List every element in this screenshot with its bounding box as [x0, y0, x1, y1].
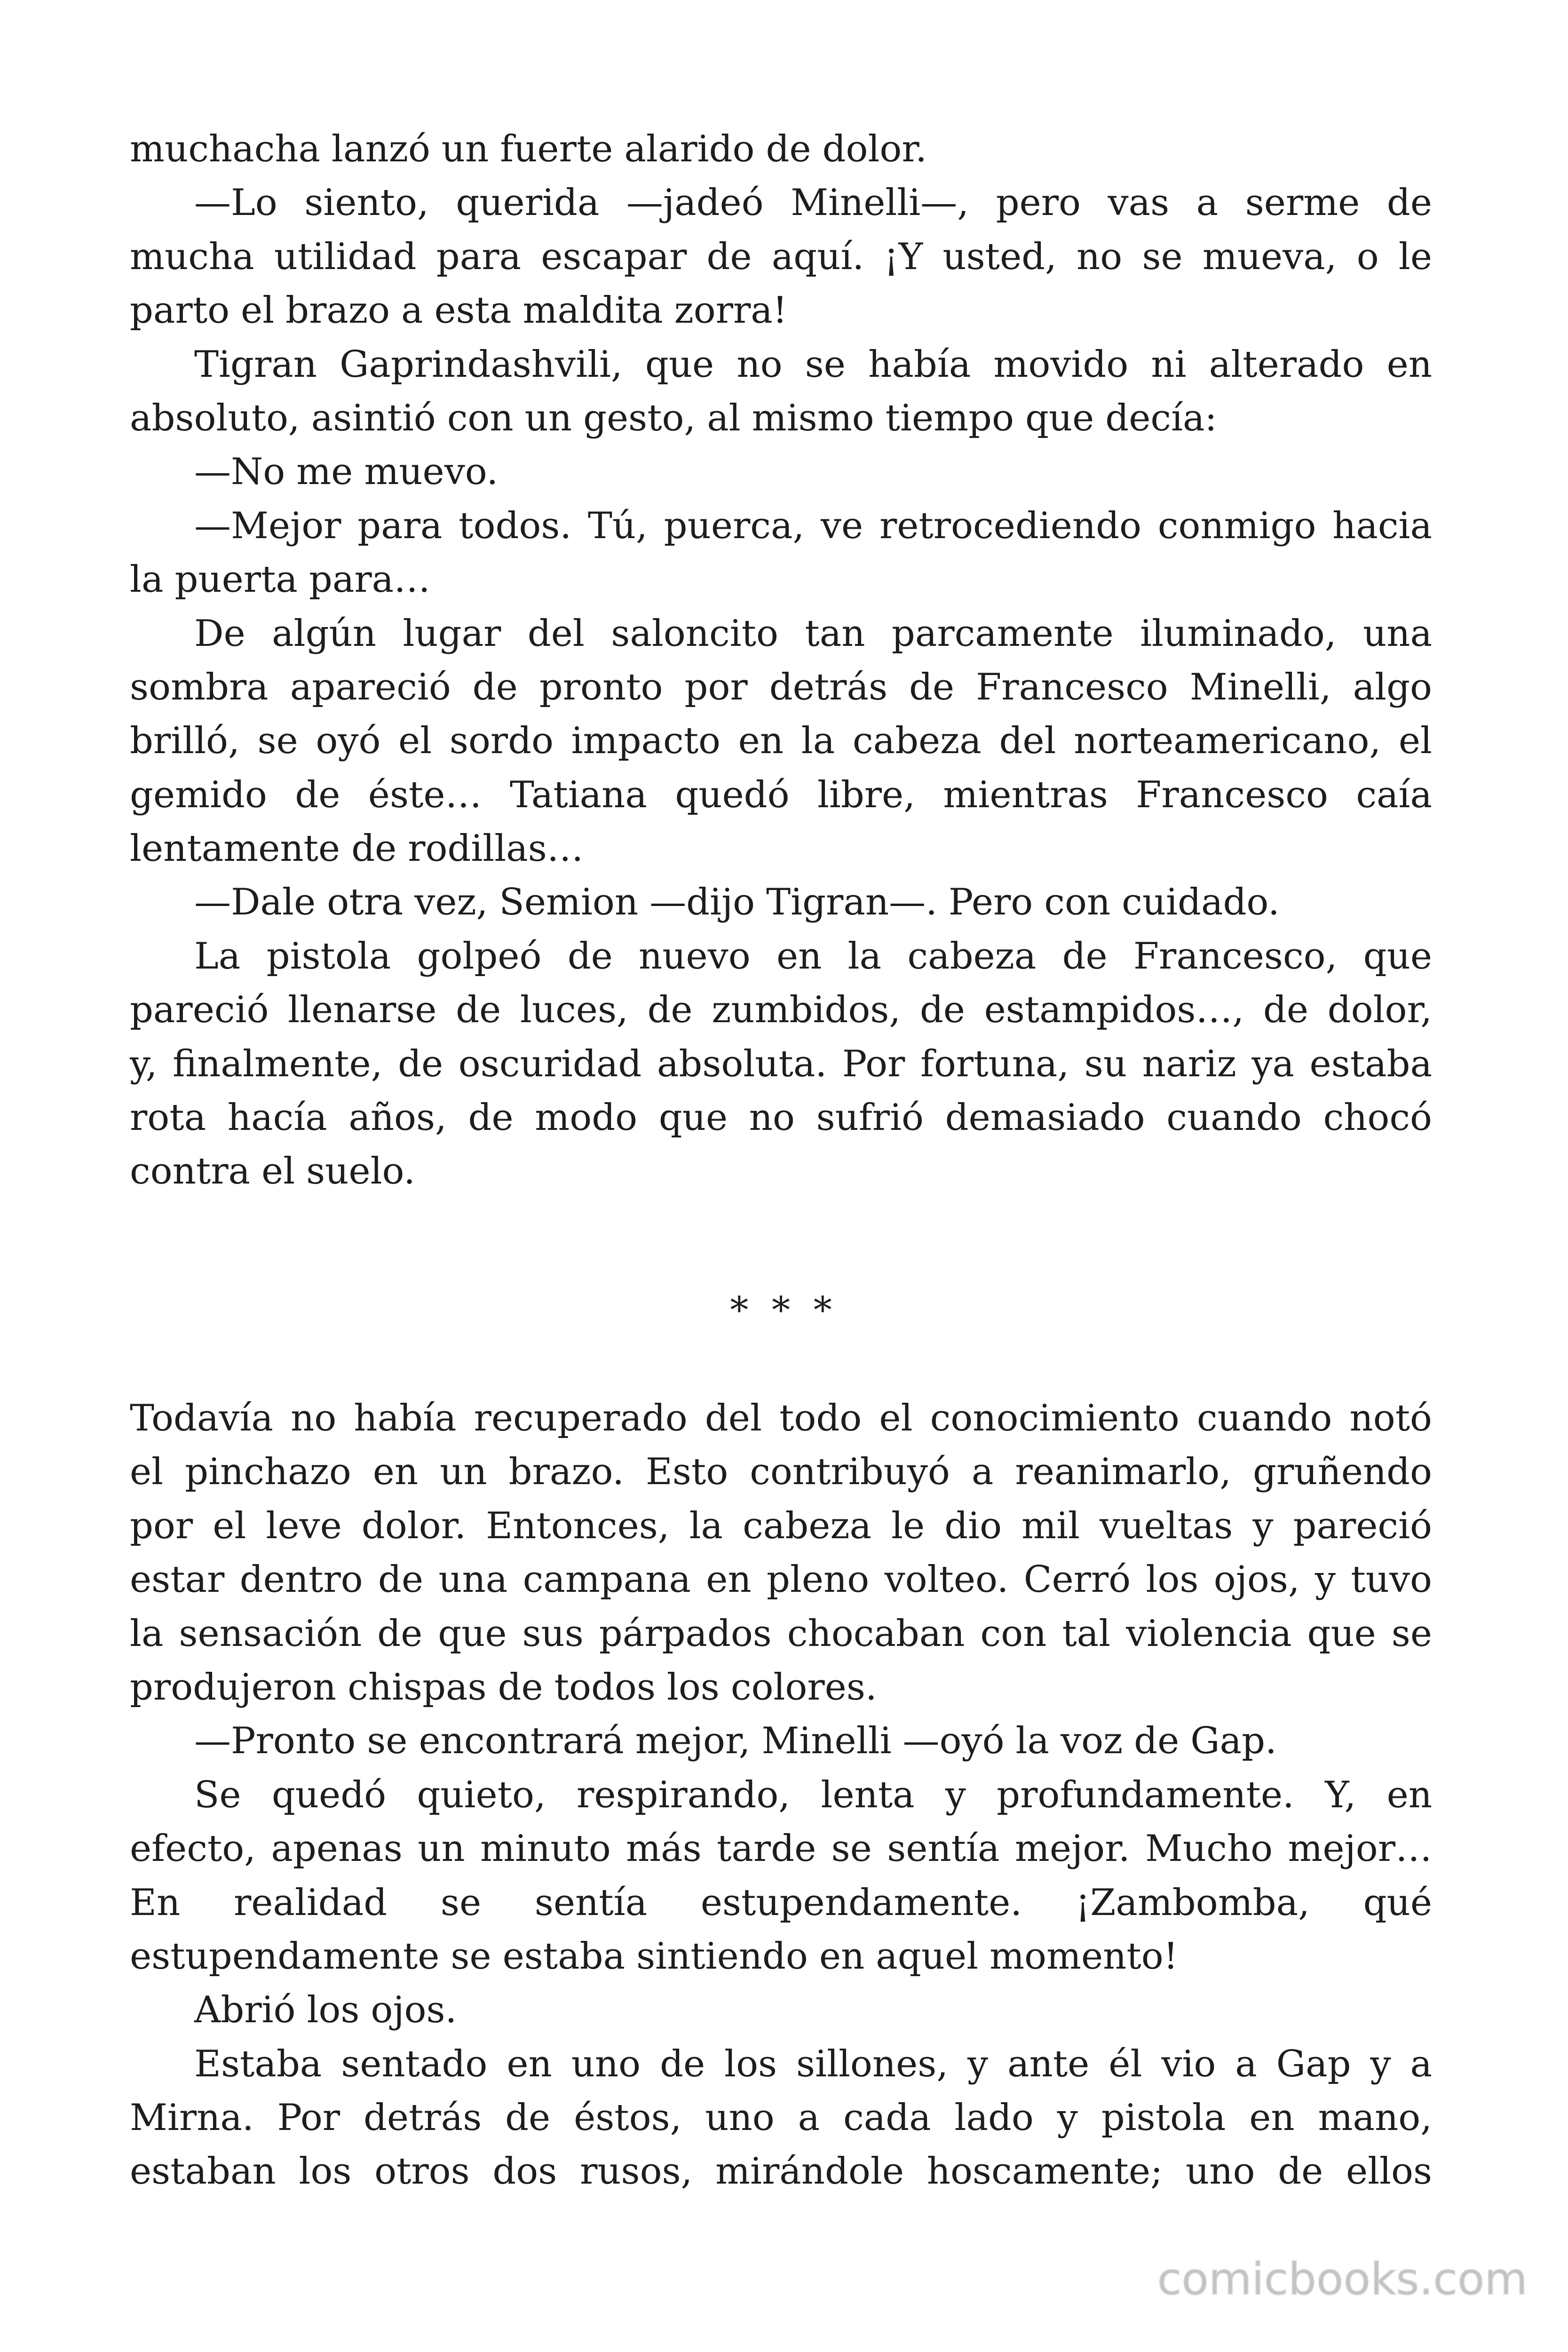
text-line: Todavía no había recuperado del todo el conocimiento cuando notó — [130, 1397, 1432, 1439]
text-line: estaban los otros dos rusos, mirándole hoscamente; uno de ellos — [130, 2150, 1432, 2193]
text-line: Tigran Gaprindashvili, que no se había movido ni alterado en — [194, 343, 1432, 386]
text-line: produjeron chispas de todos los colores. — [130, 1666, 877, 1708]
paragraph — [130, 1768, 1432, 1984]
text-line: La pistola golpeó de nuevo en la cabeza de Francesco, que — [194, 935, 1432, 977]
watermark: comicbooks.com — [1157, 2254, 1528, 2305]
text-line: De algún lugar del saloncito tan parcamente iluminado, una — [194, 612, 1432, 655]
text-line: y, finalmente, de oscuridad absoluta. Por fortuna, su nariz ya estaba — [130, 1042, 1432, 1085]
text-line: —Pronto se encontrará mejor, Minelli —oyó la voz de Gap. — [194, 1720, 1277, 1763]
text-line: efecto, apenas un minuto más tarde se sentía mejor. Mucho mejor… — [130, 1828, 1432, 1870]
text-line: brilló, se oyó el sordo impacto en la cabeza del norteamericano, el — [130, 720, 1432, 763]
text-line: Estaba sentado en uno de los sillones, y ante él vio a Gap y a — [194, 2042, 1432, 2085]
text-section-1 — [130, 122, 1432, 1199]
text-line: la sensación de que sus párpados chocaban con tal violencia que se — [130, 1612, 1432, 1655]
text-section-2 — [130, 1391, 1432, 2199]
text-line: lentamente de rodillas… — [130, 827, 584, 870]
paragraph — [130, 176, 1432, 337]
text-line: la puerta para… — [130, 558, 431, 601]
paragraph — [130, 875, 1432, 929]
text-line: rota hacía años, de modo que no sufrió demasiado cuando chocó — [130, 1097, 1432, 1139]
text-line: Abrió los ojos. — [194, 1989, 457, 2032]
text-line: parto el brazo a esta maldita zorra! — [130, 289, 788, 332]
paragraph — [130, 1983, 1432, 2037]
paragraph — [130, 445, 1432, 499]
text-line: En realidad se sentía estupendamente. ¡Zambomba, qué — [130, 1881, 1432, 1924]
text-line: estar dentro de una campana en pleno volteo. Cerró los ojos, y tuvo — [130, 1558, 1432, 1601]
text-line: —Lo siento, querida —jadeó Minelli—, pero vas a serme de — [194, 182, 1432, 224]
paragraph — [130, 607, 1432, 876]
section-break: * * * — [730, 1289, 832, 1332]
text-line: muchacha lanzó un fuerte alarido de dolor. — [130, 128, 927, 170]
text-line: mucha utilidad para escapar de aquí. ¡Y usted, no se mueva, o le — [130, 235, 1432, 278]
text-line: Mirna. Por detrás de éstos, uno a cada lado y pistola en mano, — [130, 2097, 1432, 2139]
paragraph — [130, 930, 1432, 1199]
text-line: Se quedó quieto, respirando, lenta y profundamente. Y, en — [194, 1773, 1432, 1816]
text-line: contra el suelo. — [130, 1150, 415, 1193]
text-line: sombra apareció de pronto por detrás de Francesco Minelli, algo — [130, 666, 1432, 708]
paragraph — [130, 338, 1432, 445]
paragraph — [130, 2037, 1432, 2199]
paragraph — [130, 1391, 1432, 1714]
text-line: el pinchazo en un brazo. Esto contribuyó a reanimarlo, gruñendo — [130, 1451, 1432, 1494]
paragraph — [130, 499, 1432, 607]
text-line: absoluto, asintió con un gesto, al mismo tiempo que decía: — [130, 397, 1217, 439]
paragraph — [130, 122, 1432, 176]
text-line: gemido de éste… Tatiana quedó libre, mientras Francesco caía — [130, 773, 1432, 816]
text-line: estupendamente se estaba sintiendo en aquel momento! — [130, 1935, 1179, 1978]
text-line: —Dale otra vez, Semion —dijo Tigran—. Pero con cuidado. — [194, 881, 1280, 924]
text-line: por el leve dolor. Entonces, la cabeza le dio mil vueltas y pareció — [130, 1504, 1432, 1547]
text-line: pareció llenarse de luces, de zumbidos, de estampidos…, de dolor, — [130, 989, 1432, 1032]
paragraph — [130, 1714, 1432, 1768]
text-line: —Mejor para todos. Tú, puerca, ve retrocediendo conmigo hacia — [194, 504, 1432, 547]
text-line: —No me muevo. — [194, 451, 499, 493]
